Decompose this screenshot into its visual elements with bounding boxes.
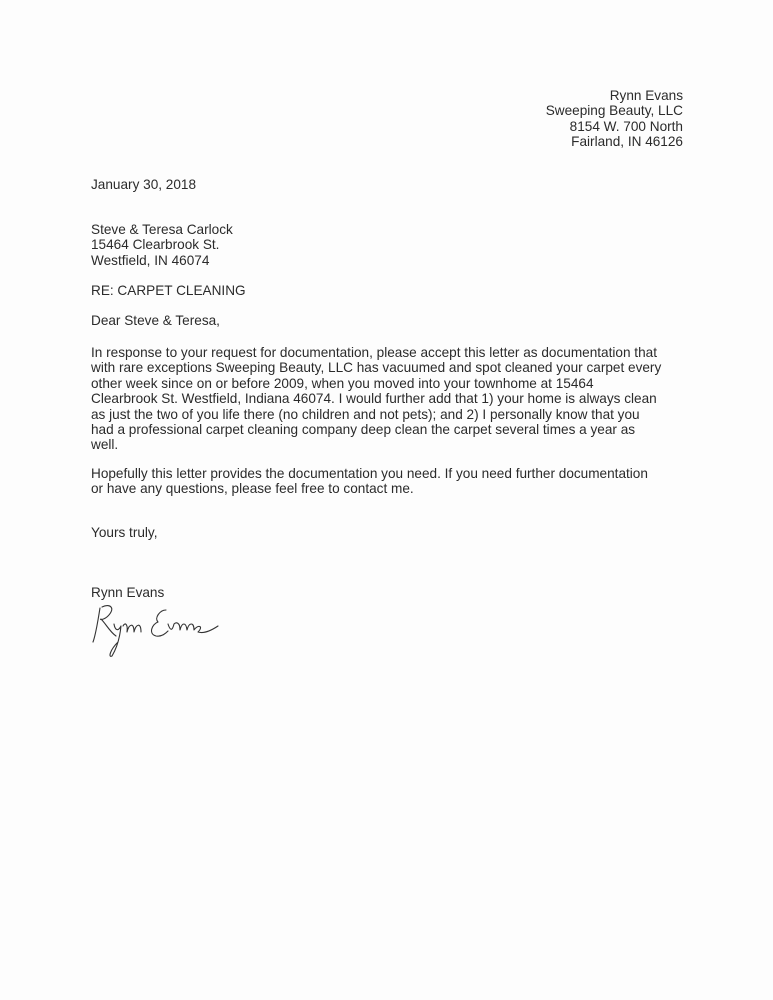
sender-street: 8154 W. 700 North — [569, 118, 683, 134]
sender-company: Sweeping Beauty, LLC — [545, 103, 683, 119]
body-line: well. — [91, 437, 119, 453]
body-line: had a professional carpet cleaning company deep clean the carpet several times a year as — [91, 422, 636, 438]
sender-city-state-zip: Fairland, IN 46126 — [571, 134, 683, 150]
body-line: as just the two of you life there (no children and not pets); and 2) I personally know that you — [91, 406, 640, 422]
body-line: with rare exceptions Sweeping Beauty, LLC has vacuumed and spot cleaned your carpet every — [91, 360, 662, 376]
closing: Yours truly, — [91, 525, 158, 540]
body-line: Hopefully this letter provides the documentation you need. If you need further documentation — [91, 466, 648, 481]
recipient-address-block — [91, 222, 233, 268]
body-line: In response to your request for documentation, please accept this letter as documentation that — [91, 345, 657, 360]
body-line: other week since on or before 2009, when you moved into your townhome at 15464 — [91, 375, 594, 391]
salutation: Dear Steve & Teresa, — [91, 313, 220, 328]
subject-line: RE: CARPET CLEANING — [91, 283, 246, 298]
sender-address-block — [546, 88, 683, 150]
body-line: or have any questions, please feel free to contact me. — [91, 481, 414, 497]
letter-date: January 30, 2018 — [91, 177, 197, 192]
signature-printed-name: Rynn Evans — [91, 585, 165, 600]
handwritten-signature — [88, 600, 228, 658]
body-paragraph-2 — [91, 466, 691, 497]
recipient-city-state-zip: Westfield, IN 46074 — [91, 252, 210, 268]
body-line: Clearbrook St. Westfield, Indiana 46074. I would further add that 1) your home is always clean — [91, 391, 657, 407]
sender-name: Rynn Evans — [609, 88, 683, 103]
body-paragraph-1 — [91, 345, 691, 453]
recipient-name: Steve & Teresa Carlock — [91, 222, 233, 237]
recipient-street: 15464 Clearbrook St. — [91, 237, 220, 253]
